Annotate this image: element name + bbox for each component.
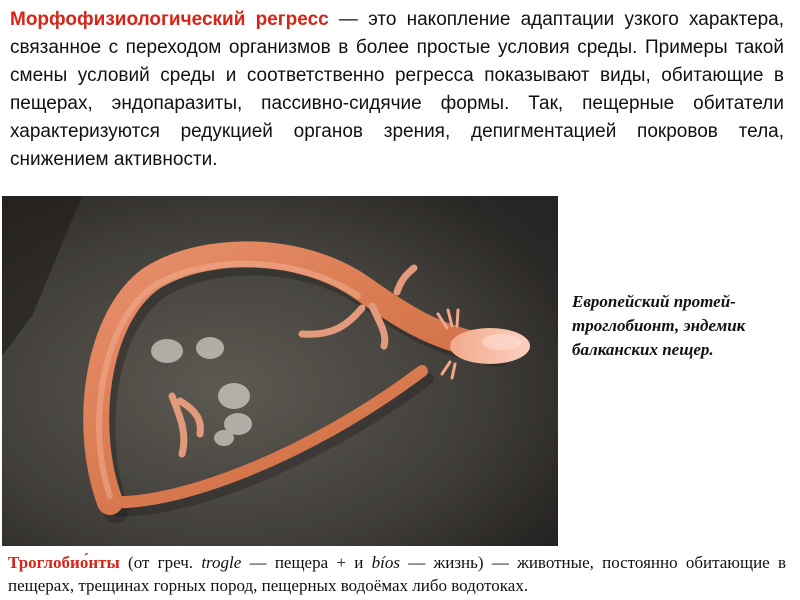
greek-word-bios: bíos bbox=[371, 553, 400, 572]
olm-photo bbox=[2, 196, 558, 546]
definition-part-3: — жизнь) — животные, постоянно обитающие в пещерах, трещинах горных пород, пещерных водоёмах либо водотоках. bbox=[8, 553, 786, 595]
greek-word-trogle: trogle bbox=[201, 553, 242, 572]
definition-term: Троглобио́нты bbox=[8, 553, 120, 572]
definition-paragraph bbox=[8, 551, 786, 597]
intro-paragraph bbox=[10, 6, 784, 174]
intro-text: — это накопление адаптации узкого характера, связанное с переходом организмов в более простые условия среды. Примеры такой смены условий среды и соответственно регресса показывают виды, обитающие в пещерах, эндопаразиты, пассивно-сидячие формы. Так, пещерные обитатели характеризуются редукцией органов зрения, депигментацией покровов тела, снижением активности. bbox=[10, 9, 784, 170]
intro-term: Морфофизиологический регресс bbox=[10, 9, 329, 30]
definition-part-2: — пещера + и bbox=[241, 553, 372, 572]
olm-illustration bbox=[2, 196, 558, 546]
definition-part-1: (от греч. bbox=[119, 553, 202, 572]
photo-caption: Европейский протей-троглобионт, эндемик балканских пещер. bbox=[572, 292, 746, 359]
